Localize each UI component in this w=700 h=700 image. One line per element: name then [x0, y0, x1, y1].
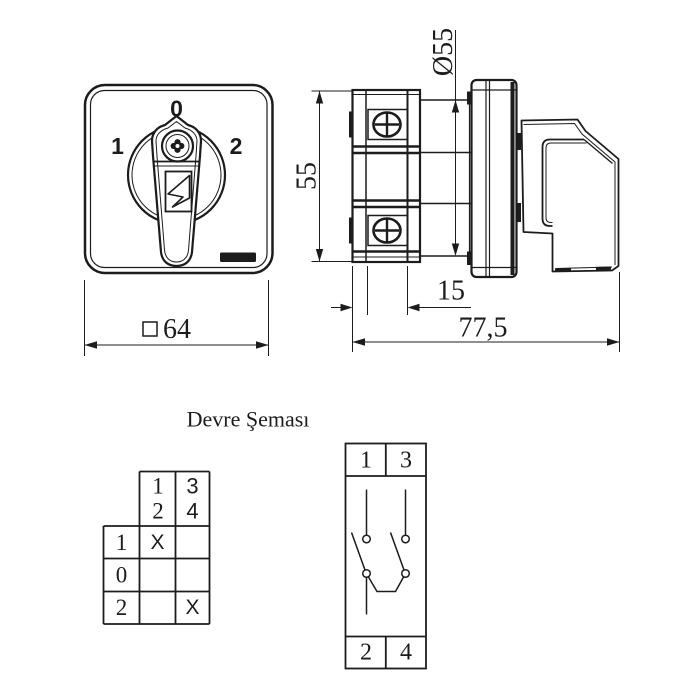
- front-view: [85, 85, 273, 273]
- handle-grip-contour-inner: [546, 143, 587, 223]
- dimension-text-64: 64: [163, 314, 191, 345]
- table-header-contact-1: 1: [152, 473, 164, 499]
- table-row-position-2: 2: [115, 595, 128, 620]
- table-header-contact-3: 3: [186, 473, 199, 499]
- schematic-frame: [346, 444, 427, 669]
- arrowhead-right: [256, 341, 269, 349]
- arrowhead-left: [408, 304, 420, 311]
- terminal-label-3: 3: [400, 447, 412, 474]
- handle-grip-contour: [543, 140, 585, 227]
- arrowhead-down: [316, 249, 323, 262]
- terminal-label-4: 4: [400, 639, 412, 666]
- dimension-text-55: 55: [291, 162, 323, 190]
- arrowhead-up: [316, 91, 323, 104]
- arrowhead-up: [452, 100, 459, 113]
- brand-plate: [220, 253, 256, 263]
- front-width-dimension: [85, 280, 269, 356]
- dimension-text-15: 15: [437, 275, 465, 307]
- handle-outline: [522, 120, 619, 272]
- mechanical-link: [368, 577, 403, 592]
- handle-tab: [517, 133, 522, 150]
- circuit-section-title: Devre Şeması: [186, 406, 310, 432]
- dimension-text-diameter: Ø55: [428, 27, 459, 77]
- table-header-contact-4: 4: [186, 498, 199, 524]
- dimension-text-77-5: 77,5: [458, 312, 508, 344]
- flange-tab: [467, 252, 473, 266]
- terminal-screw-top: [374, 113, 401, 137]
- table-mark-pos1-contact12: X: [150, 531, 165, 554]
- terminal-label-2: 2: [360, 639, 372, 666]
- arrowhead-left: [85, 341, 98, 349]
- height-dimension-55: [292, 91, 352, 262]
- handle-tab: [517, 203, 522, 222]
- position-label-2: 2: [229, 133, 243, 159]
- contact-point: [363, 535, 371, 543]
- arrowhead-right: [341, 304, 353, 311]
- terminal-clamp-tab: [349, 218, 353, 244]
- table-row-position-1: 1: [115, 530, 128, 555]
- square-symbol: [143, 322, 157, 336]
- switch-contact-symbols: [352, 490, 410, 615]
- contact-schematic: [346, 444, 427, 669]
- contact-point: [363, 570, 371, 578]
- terminal-label-1: 1: [360, 447, 372, 474]
- terminal-screw-bottom: [374, 219, 401, 243]
- arrowhead-right: [607, 338, 620, 345]
- table-mark-pos2-contact34: X: [185, 596, 200, 619]
- handle-grip-diagonal: [584, 140, 613, 164]
- total-depth-dimension-77-5: [353, 272, 620, 352]
- flange-plate: [472, 80, 517, 277]
- terminal-clamp-tab: [349, 112, 353, 138]
- contact-point: [402, 535, 410, 543]
- contact-state-table: [104, 472, 210, 625]
- handle-side-view: [517, 120, 619, 272]
- position-label-1: 1: [111, 133, 124, 159]
- arrowhead-left: [353, 338, 366, 345]
- position-label-0: 0: [170, 95, 183, 122]
- flange-tab: [467, 92, 473, 105]
- diameter-dimension-55: [428, 28, 459, 256]
- contact-point: [402, 570, 410, 578]
- table-header-contact-2: 2: [152, 498, 164, 524]
- table-row-position-0: 0: [115, 562, 128, 588]
- arrowhead-down: [452, 244, 459, 257]
- side-view: [349, 80, 619, 277]
- terminal-depth-dimension-15: [331, 266, 471, 352]
